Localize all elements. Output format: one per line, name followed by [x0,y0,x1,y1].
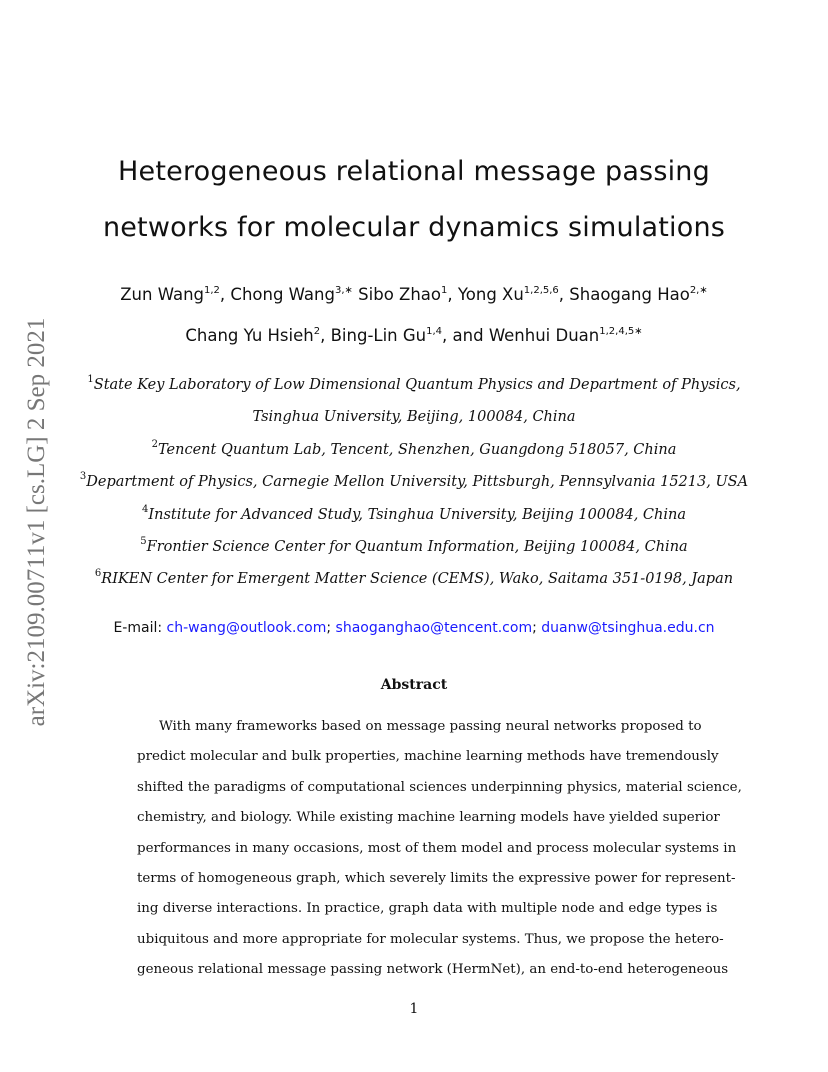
author-affiliation-marker: 1,2 [204,285,220,296]
author-separator: , [320,326,331,345]
author-name: Zun Wang [120,285,205,304]
affiliation-text: Tsinghua University, Beijing, 100084, China [252,409,576,425]
affiliation-1-continued [0,409,828,425]
affiliation-1 [0,374,828,393]
author-affiliation-marker: 2,∗ [689,285,708,296]
affiliation-4 [0,504,828,523]
author-name: Yong Xu [457,285,524,304]
affiliation-marker: 6 [94,568,102,579]
affiliation-marker: 1 [87,374,94,385]
abstract-line: chemistry, and biology. While existing machine learning models have yielded superior [137,810,720,826]
author-name: Shaogang Hao [569,285,690,304]
paper-title-line-1: Heterogeneous relational message passing [118,156,710,187]
affiliation-2 [0,439,828,458]
arxiv-identifier-stamp: arXiv:2109.00711v1 [cs.LG] 2 Sep 2021 [23,317,50,727]
abstract-line: ubiquitous and more appropriate for molecular systems. Thus, we propose the hetero- [137,931,724,947]
affiliation-marker: 5 [140,536,147,547]
email-separator: ; [326,620,336,636]
author-affiliation-marker: 2 [313,326,321,337]
page-number: 1 [409,1001,419,1017]
affiliation-3 [0,471,828,490]
affiliation-5 [0,536,828,555]
affiliation-text: Frontier Science Center for Quantum Information, Beijing 100084, China [146,539,688,555]
abstract-line: predict molecular and bulk properties, machine learning methods have tremendously [137,749,719,765]
affiliation-marker: 2 [151,439,158,450]
author-separator: , [219,285,231,304]
contact-email-line [0,620,828,636]
abstract-body [137,712,742,986]
email-label: E-mail: [113,620,163,636]
author-affiliation-marker: 3,∗ [334,285,353,296]
author-affiliation-marker: 1,2,4,5∗ [599,326,643,337]
author-affiliation-marker: 1,4 [426,326,443,337]
abstract-line: ing diverse interactions. In practice, graph data with multiple node and edge types is [137,901,718,917]
author-list-line-1 [0,285,828,304]
email-separator: ; [532,620,542,636]
author-separator: , [558,285,570,304]
email-link-wenhui-duan[interactable]: duanw@tsinghua.edu.cn [541,620,715,636]
author-separator: , and [442,326,489,345]
affiliation-6 [0,568,828,587]
author-name: Sibo Zhao [358,285,441,304]
author-name: Bing-Lin Gu [330,326,427,345]
affiliation-text: State Key Laboratory of Low Dimensional Quantum Physics and Department of Physics, [93,377,741,393]
email-link-shaogang-hao[interactable]: shaoganghao@tencent.com [335,620,533,636]
author-separator: , [447,285,458,304]
author-affiliation-marker: 1 [441,285,448,296]
paper-title-line-2: networks for molecular dynamics simulations [102,212,726,243]
abstract-line: geneous relational message passing network (HermNet), an end-to-end heterogeneous [137,962,729,978]
abstract-line: shifted the paradigms of computational sciences underpinning physics, material science, [137,779,742,795]
affiliation-text: Tencent Quantum Lab, Tencent, Shenzhen, Guangdong 518057, China [158,442,677,458]
abstract-heading: Abstract [380,677,448,693]
author-affiliation-marker: 1,2,5,6 [523,285,559,296]
author-list-line-2 [0,326,828,345]
author-name: Chong Wang [230,285,335,304]
affiliation-marker: 3 [79,471,87,482]
abstract-line: performances in many occasions, most of them model and process molecular systems in [137,840,737,856]
email-link-chong-wang[interactable]: ch-wang@outlook.com [166,620,327,636]
abstract-line: terms of homogeneous graph, which severely limits the expressive power for represent- [137,871,736,887]
affiliation-marker: 4 [142,504,149,515]
affiliation-text: RIKEN Center for Emergent Matter Science (CEMS), Wako, Saitama 351-0198, Japan [101,571,734,587]
author-name: Wenhui Duan [488,326,600,345]
affiliation-text: Institute for Advanced Study, Tsinghua University, Beijing 100084, China [148,507,686,523]
author-name: Chang Yu Hsieh [185,326,314,345]
abstract-line: With many frameworks based on message passing neural networks proposed to [159,719,702,734]
affiliation-text: Department of Physics, Carnegie Mellon University, Pittsburgh, Pennsylvania 15213, USA [86,474,749,490]
